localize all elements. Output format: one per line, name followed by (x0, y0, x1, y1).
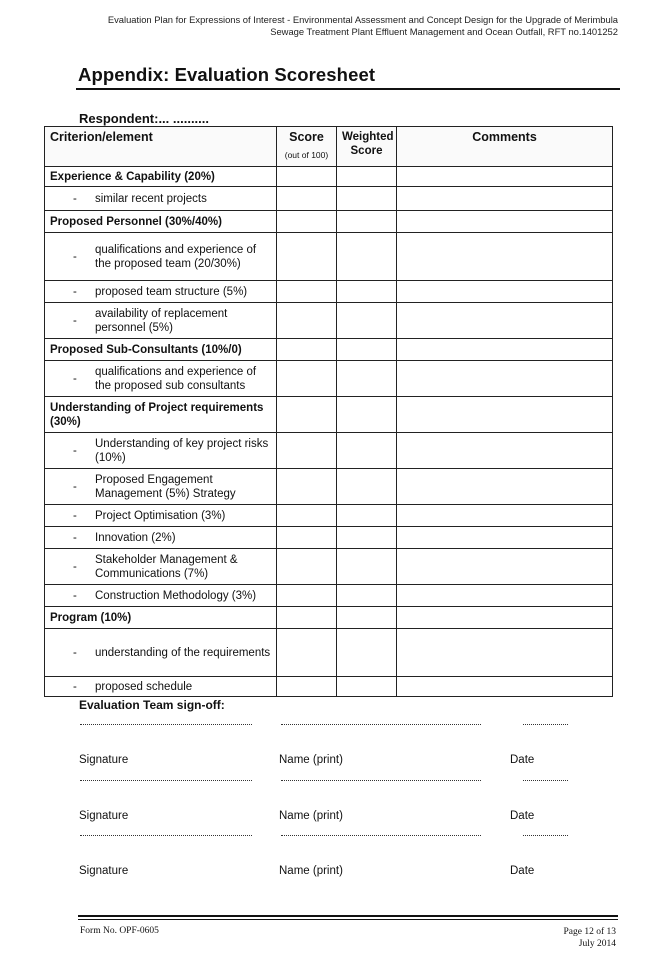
signature-label-1: Signature (79, 754, 129, 766)
comments-cell[interactable] (397, 339, 613, 361)
header-score-label: Score (289, 130, 324, 144)
signoff-title: Evaluation Team sign-off: (79, 698, 225, 712)
criterion-cell (45, 187, 277, 211)
criterion-row (45, 187, 613, 211)
score-cell[interactable] (277, 433, 337, 469)
name-label-3: Name (print) (279, 865, 343, 877)
criterion-cell (45, 433, 277, 469)
section-row (45, 607, 613, 629)
bullet-dash: - (73, 646, 77, 659)
name-line-1[interactable] (281, 722, 481, 725)
header-line-2: Sewage Treatment Plant Effluent Management and Ocean Outfall, RFT no.1401252 (270, 26, 618, 37)
criterion-text: qualifications and experience of the proposed team (20/30%) (95, 243, 257, 270)
weighted-score-cell[interactable] (337, 281, 397, 303)
criterion-cell (45, 677, 277, 697)
date-line-2[interactable] (523, 778, 568, 781)
score-cell[interactable] (277, 585, 337, 607)
date-line-3[interactable] (523, 833, 568, 836)
respondent-label: Respondent:... .......... (79, 111, 210, 126)
comments-cell[interactable] (397, 397, 613, 433)
criterion-cell (45, 303, 277, 339)
weighted-score-cell[interactable] (337, 361, 397, 397)
bullet-dash: - (73, 192, 77, 205)
criterion-text: qualifications and experience of the proposed sub consultants (95, 365, 257, 392)
criterion-row (45, 505, 613, 527)
score-cell[interactable] (277, 629, 337, 677)
weighted-score-cell[interactable] (337, 585, 397, 607)
bullet-dash: - (73, 444, 77, 457)
section-heading (45, 211, 277, 233)
section-heading (45, 607, 277, 629)
bullet-dash: - (73, 589, 77, 602)
score-cell[interactable] (277, 233, 337, 281)
score-cell[interactable] (277, 469, 337, 505)
weighted-score-cell[interactable] (337, 469, 397, 505)
header-line-1: Evaluation Plan for Expressions of Interest - Environmental Assessment and Concept Design for the Upgrade of Merimbula (107, 14, 618, 25)
criterion-row (45, 585, 613, 607)
section-row (45, 339, 613, 361)
bullet-dash: - (73, 250, 77, 263)
criterion-text: understanding of the requirements (95, 646, 271, 659)
criterion-text: Construction Methodology (3%) (95, 589, 257, 602)
criterion-text: Proposed Sub-Consultants (10%/0) (50, 343, 242, 356)
date-label-2: Date (510, 810, 535, 822)
score-cell[interactable] (277, 677, 337, 697)
weighted-score-cell[interactable] (337, 233, 397, 281)
criterion-row (45, 527, 613, 549)
criterion-text: Program (10%) (50, 611, 132, 624)
footer-page-number: Page 12 of 13 (563, 927, 616, 937)
comments-cell[interactable] (397, 549, 613, 585)
weighted-score-cell[interactable] (337, 527, 397, 549)
criterion-cell (45, 585, 277, 607)
comments-cell[interactable] (397, 233, 613, 281)
signature-line-2[interactable] (80, 778, 252, 781)
weighted-score-cell[interactable] (337, 211, 397, 233)
score-cell[interactable] (277, 549, 337, 585)
header-criterion: Criterion/element (45, 127, 277, 167)
criterion-row (45, 549, 613, 585)
signature-label-3: Signature (79, 865, 129, 877)
bullet-dash: - (73, 480, 77, 493)
section-heading (45, 167, 277, 187)
date-label-3: Date (510, 865, 535, 877)
weighted-score-cell[interactable] (337, 607, 397, 629)
bullet-dash: - (73, 509, 77, 522)
criterion-text: Understanding of Project requirements (30%) (50, 401, 264, 428)
section-heading (45, 339, 277, 361)
evaluation-scoresheet-table (44, 126, 613, 697)
comments-cell[interactable] (397, 677, 613, 697)
header-weighted-score (337, 127, 397, 167)
bullet-dash: - (73, 680, 77, 693)
comments-cell[interactable] (397, 433, 613, 469)
criterion-text: Proposed Personnel (30%/40%) (50, 215, 222, 228)
title-rule (76, 88, 620, 90)
weighted-score-cell[interactable] (337, 167, 397, 187)
criterion-cell (45, 505, 277, 527)
weighted-score-cell[interactable] (337, 187, 397, 211)
criterion-row (45, 303, 613, 339)
date-line-1[interactable] (523, 722, 568, 725)
score-cell[interactable] (277, 607, 337, 629)
bullet-dash: - (73, 285, 77, 298)
comments-cell[interactable] (397, 527, 613, 549)
score-cell[interactable] (277, 167, 337, 187)
criterion-row (45, 469, 613, 505)
criterion-text: Experience & Capability (20%) (50, 170, 215, 183)
name-line-2[interactable] (281, 778, 481, 781)
score-cell[interactable] (277, 187, 337, 211)
criterion-text: Innovation (2%) (95, 531, 176, 544)
comments-cell[interactable] (397, 505, 613, 527)
section-row (45, 167, 613, 187)
footer-rule (78, 915, 618, 917)
criterion-cell (45, 629, 277, 677)
score-cell[interactable] (277, 339, 337, 361)
criterion-row (45, 433, 613, 469)
bullet-dash: - (73, 560, 77, 573)
page-header (18, 14, 618, 38)
criterion-row (45, 233, 613, 281)
comments-cell[interactable] (397, 211, 613, 233)
header-weighted-line2: Score (350, 145, 383, 157)
weighted-score-cell[interactable] (337, 339, 397, 361)
footer-page-info (563, 926, 616, 950)
score-cell[interactable] (277, 397, 337, 433)
criterion-cell (45, 233, 277, 281)
score-cell[interactable] (277, 505, 337, 527)
criterion-cell (45, 549, 277, 585)
weighted-score-cell[interactable] (337, 629, 397, 677)
weighted-score-cell[interactable] (337, 397, 397, 433)
footer-form-number: Form No. OPF-0605 (80, 926, 159, 936)
comments-cell[interactable] (397, 607, 613, 629)
name-line-3[interactable] (281, 833, 481, 836)
criterion-cell (45, 281, 277, 303)
comments-cell[interactable] (397, 187, 613, 211)
section-row (45, 397, 613, 433)
section-heading (45, 397, 277, 433)
weighted-score-cell[interactable] (337, 303, 397, 339)
criterion-text: similar recent projects (95, 192, 207, 205)
score-cell[interactable] (277, 361, 337, 397)
comments-cell[interactable] (397, 629, 613, 677)
score-cell[interactable] (277, 281, 337, 303)
name-label-2: Name (print) (279, 810, 343, 822)
page-title: Appendix: Evaluation Scoresheet (78, 64, 376, 85)
bullet-dash: - (73, 314, 77, 327)
signature-label-2: Signature (79, 810, 129, 822)
header-weighted-line1: Weighted (342, 131, 394, 143)
criterion-row (45, 677, 613, 697)
header-score-sub: (out of 100) (284, 150, 329, 160)
footer-rule-thin (78, 919, 618, 920)
criterion-text: proposed schedule (95, 680, 193, 693)
footer-date: July 2014 (578, 939, 616, 949)
criterion-row (45, 281, 613, 303)
weighted-score-cell[interactable] (337, 505, 397, 527)
criterion-row (45, 361, 613, 397)
criterion-text: Understanding of key project risks (10%) (95, 437, 269, 464)
signature-line-1[interactable] (80, 722, 252, 725)
score-cell[interactable] (277, 211, 337, 233)
comments-cell[interactable] (397, 167, 613, 187)
criterion-cell (45, 361, 277, 397)
criterion-text: Proposed Engagement Management (5%) Strategy (95, 473, 236, 500)
date-label-1: Date (510, 754, 535, 766)
bullet-dash: - (73, 531, 77, 544)
header-comments: Comments (397, 127, 613, 167)
comments-cell[interactable] (397, 585, 613, 607)
bullet-dash: - (73, 372, 77, 385)
criterion-text: availability of replacement personnel (5%) (95, 307, 228, 334)
table-body (45, 167, 613, 697)
score-cell[interactable] (277, 527, 337, 549)
criterion-cell (45, 527, 277, 549)
criterion-row (45, 629, 613, 677)
table-header-row (45, 127, 613, 167)
header-score (277, 127, 337, 167)
criterion-text: Project Optimisation (3%) (95, 509, 226, 522)
comments-cell[interactable] (397, 361, 613, 397)
name-label-1: Name (print) (279, 754, 343, 766)
criterion-cell (45, 469, 277, 505)
weighted-score-cell[interactable] (337, 677, 397, 697)
comments-cell[interactable] (397, 281, 613, 303)
score-cell[interactable] (277, 303, 337, 339)
criterion-text: proposed team structure (5%) (95, 285, 248, 298)
comments-cell[interactable] (397, 303, 613, 339)
weighted-score-cell[interactable] (337, 433, 397, 469)
criterion-text: Stakeholder Management & Communications (7%) (95, 553, 238, 580)
signature-line-3[interactable] (80, 833, 252, 836)
section-row (45, 211, 613, 233)
weighted-score-cell[interactable] (337, 549, 397, 585)
comments-cell[interactable] (397, 469, 613, 505)
